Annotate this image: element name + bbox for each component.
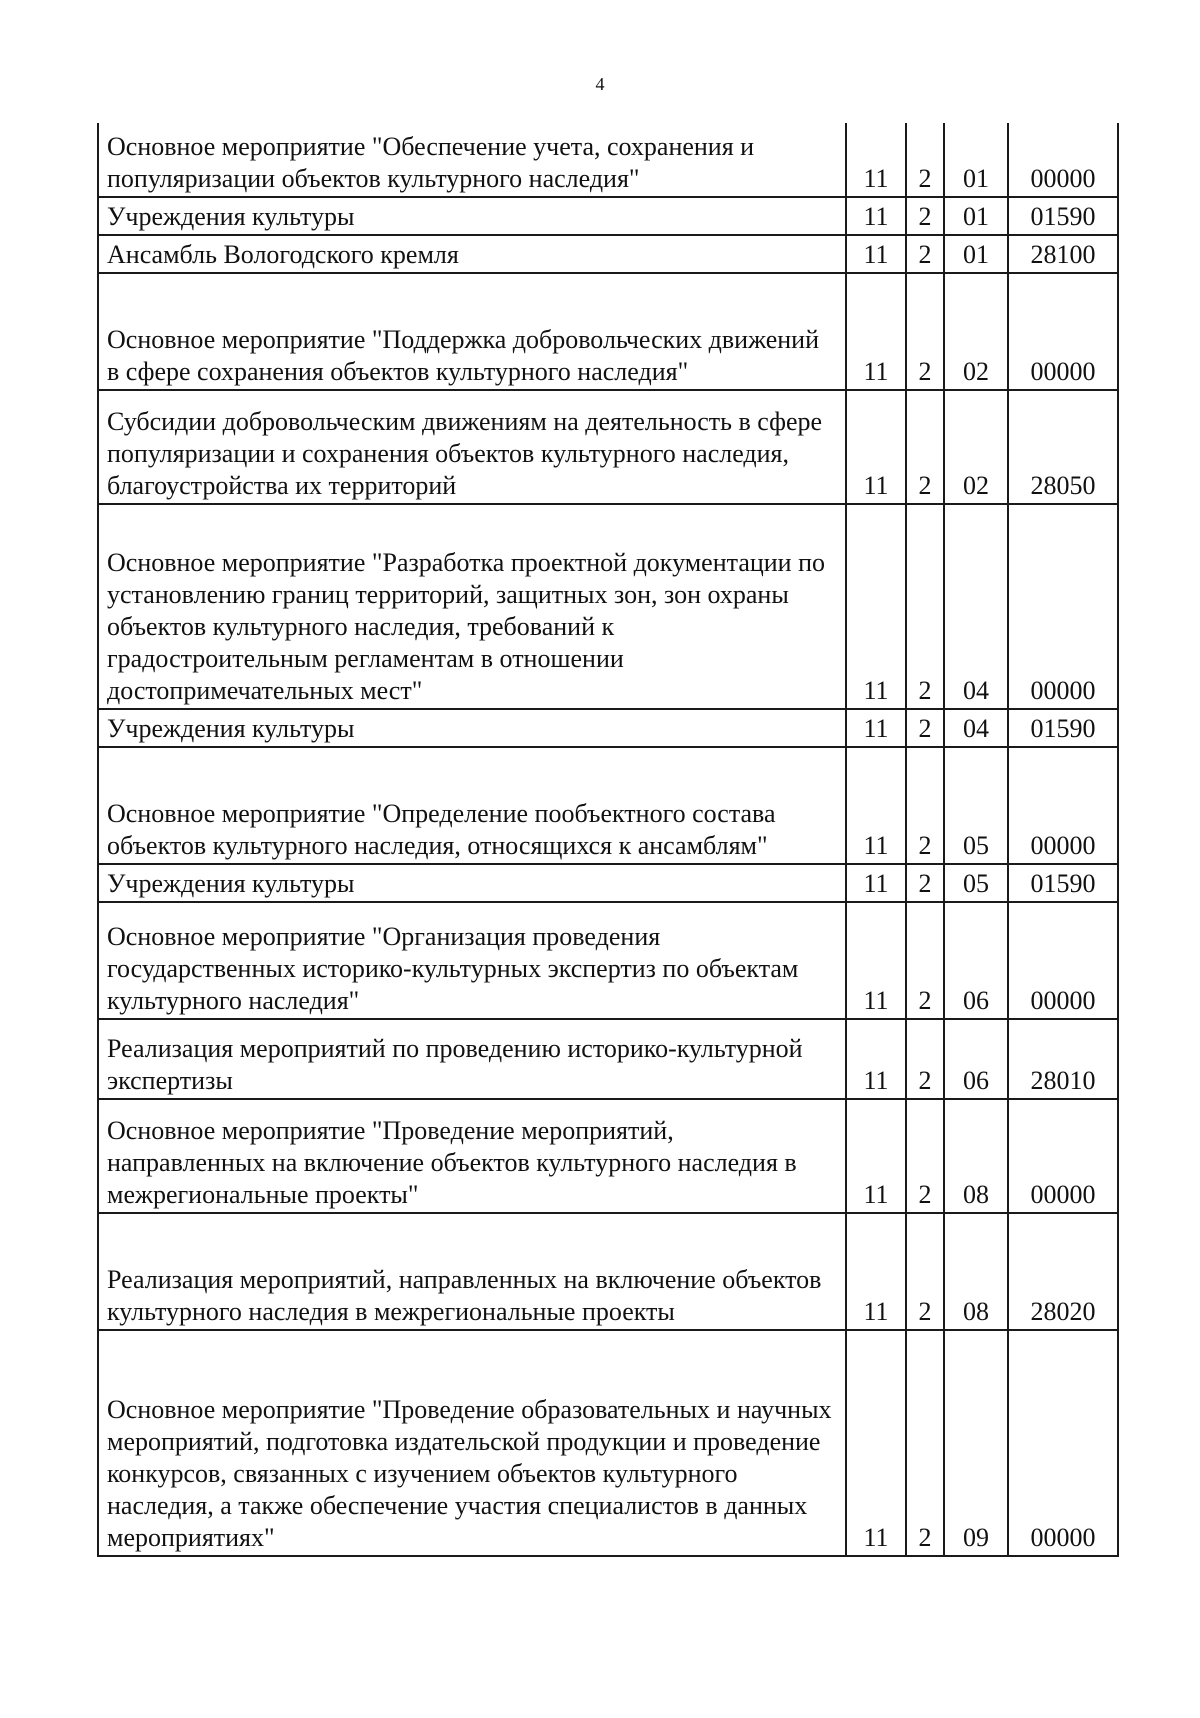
code-cell: 11 (846, 123, 906, 197)
table-row (98, 197, 1118, 235)
code-cell: 11 (846, 1330, 906, 1556)
row-description: Основное мероприятие "Определение пообъектного состава объектов культурного наследия, относящихся к ансамблям" (98, 747, 846, 864)
table-row (98, 1099, 1118, 1213)
table-row (98, 123, 1118, 197)
code-cell: 2 (906, 747, 944, 864)
code-cell: 01590 (1008, 197, 1118, 235)
code-cell: 05 (944, 747, 1008, 864)
row-description: Учреждения культуры (98, 709, 846, 747)
code-cell: 01 (944, 123, 1008, 197)
code-cell: 2 (906, 504, 944, 709)
table-row (98, 390, 1118, 504)
row-description: Основное мероприятие "Обеспечение учета, сохранения и популяризации объектов культурного наследия" (98, 123, 846, 197)
row-description: Учреждения культуры (98, 864, 846, 902)
row-description: Реализация мероприятий, направленных на включение объектов культурного наследия в межрегиональные проекты (98, 1213, 846, 1330)
code-cell: 2 (906, 273, 944, 390)
code-cell: 00000 (1008, 123, 1118, 197)
table-row (98, 747, 1118, 864)
row-description: Реализация мероприятий по проведению историко-культурной экспертизы (98, 1019, 846, 1099)
code-cell: 09 (944, 1330, 1008, 1556)
table-row (98, 273, 1118, 390)
code-cell: 01 (944, 235, 1008, 273)
code-cell: 04 (944, 709, 1008, 747)
table-row (98, 1019, 1118, 1099)
table-row (98, 504, 1118, 709)
code-cell: 2 (906, 1019, 944, 1099)
code-cell: 28020 (1008, 1213, 1118, 1330)
code-cell: 00000 (1008, 273, 1118, 390)
code-cell: 2 (906, 864, 944, 902)
code-cell: 00000 (1008, 902, 1118, 1019)
row-description: Основное мероприятие "Поддержка добровольческих движений в сфере сохранения объектов культурного наследия" (98, 273, 846, 390)
code-cell: 11 (846, 197, 906, 235)
code-cell: 01590 (1008, 864, 1118, 902)
budget-classification-table (97, 123, 1119, 1557)
code-cell: 2 (906, 1099, 944, 1213)
code-cell: 11 (846, 747, 906, 864)
code-cell: 02 (944, 390, 1008, 504)
code-cell: 2 (906, 123, 944, 197)
code-cell: 04 (944, 504, 1008, 709)
code-cell: 2 (906, 709, 944, 747)
code-cell: 28050 (1008, 390, 1118, 504)
code-cell: 11 (846, 273, 906, 390)
code-cell: 05 (944, 864, 1008, 902)
code-cell: 00000 (1008, 1330, 1118, 1556)
table-row (98, 864, 1118, 902)
row-description: Субсидии добровольческим движениям на деятельность в сфере популяризации и сохранения объектов культурного наследия, благоустройства их территорий (98, 390, 846, 504)
code-cell: 11 (846, 235, 906, 273)
row-description: Основное мероприятие "Организация проведения государственных историко-культурных экспертиз по объектам культурного наследия" (98, 902, 846, 1019)
code-cell: 28010 (1008, 1019, 1118, 1099)
code-cell: 11 (846, 1213, 906, 1330)
page-number: 4 (595, 74, 605, 94)
code-cell: 11 (846, 1099, 906, 1213)
table-row (98, 235, 1118, 273)
table-row (98, 709, 1118, 747)
row-description: Основное мероприятие "Разработка проектной документации по установлению границ территорий, защитных зон, зон охраны объектов культурного наследия, требований к градостроительным регламентам в отношении достопримечательных мест" (98, 504, 846, 709)
code-cell: 11 (846, 864, 906, 902)
code-cell: 2 (906, 902, 944, 1019)
code-cell: 2 (906, 235, 944, 273)
code-cell: 01 (944, 197, 1008, 235)
code-cell: 2 (906, 390, 944, 504)
row-description: Ансамбль Вологодского кремля (98, 235, 846, 273)
table-row (98, 1213, 1118, 1330)
row-description: Основное мероприятие "Проведение образовательных и научных мероприятий, подготовка издательской продукции и проведение конкурсов, связанных с изучением объектов культурного наследия, а также обеспечение участия специалистов в данных мероприятиях" (98, 1330, 846, 1556)
code-cell: 00000 (1008, 504, 1118, 709)
code-cell: 2 (906, 197, 944, 235)
table-row (98, 902, 1118, 1019)
code-cell: 11 (846, 504, 906, 709)
row-description: Основное мероприятие "Проведение мероприятий, направленных на включение объектов культурного наследия в межрегиональные проекты" (98, 1099, 846, 1213)
code-cell: 2 (906, 1330, 944, 1556)
code-cell: 00000 (1008, 1099, 1118, 1213)
code-cell: 08 (944, 1213, 1008, 1330)
code-cell: 06 (944, 1019, 1008, 1099)
code-cell: 2 (906, 1213, 944, 1330)
code-cell: 11 (846, 902, 906, 1019)
row-description: Учреждения культуры (98, 197, 846, 235)
code-cell: 11 (846, 1019, 906, 1099)
code-cell: 06 (944, 902, 1008, 1019)
code-cell: 28100 (1008, 235, 1118, 273)
code-cell: 08 (944, 1099, 1008, 1213)
code-cell: 02 (944, 273, 1008, 390)
code-cell: 11 (846, 709, 906, 747)
code-cell: 01590 (1008, 709, 1118, 747)
code-cell: 00000 (1008, 747, 1118, 864)
table-row (98, 1330, 1118, 1556)
code-cell: 11 (846, 390, 906, 504)
